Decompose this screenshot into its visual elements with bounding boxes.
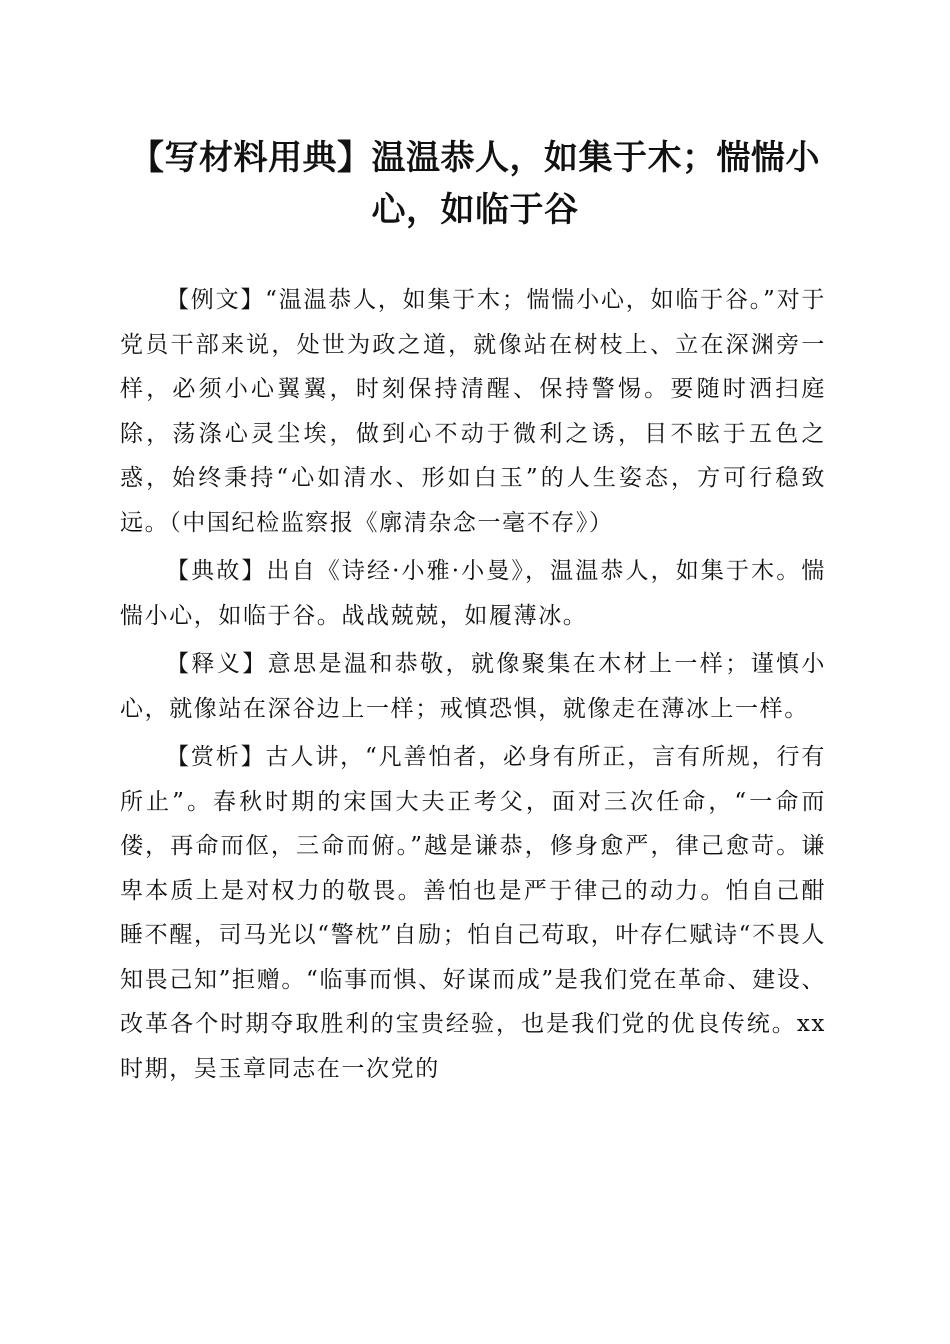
paragraph-meaning — [120, 642, 826, 731]
paragraph-appreciation — [120, 735, 826, 1091]
document-title: 【写材料用典】温温恭人，如集于木；惴惴小心，如临于谷 — [130, 138, 820, 230]
paragraph-example — [120, 278, 826, 545]
paragraph-allusion — [120, 549, 826, 638]
paragraph-label: 【释义】 — [166, 651, 268, 677]
document-body — [120, 278, 826, 1095]
paragraph-text: “温温恭人，如集于木；惴惴小心，如临于谷。”对于党员干部来说，处世为政之道，就像站在树枝上、立在深渊旁一样，必须小心翼翼，时刻保持清醒、保持警惕。要随时洒扫庭除，荡涤心灵尘埃，做到心不动于微利之诱，目不眩于五色之惑，始终秉持“心如清水、形如白玉”的人生姿态，方可行稳致远。（中国纪检监察报《廓清杂念一毫不存》） — [120, 287, 826, 536]
paragraph-label: 【典故】 — [166, 558, 267, 584]
paragraph-label: 【例文】 — [166, 287, 266, 313]
paragraph-label: 【赏析】 — [166, 744, 266, 770]
paragraph-text: 意思是温和恭敬，就像聚集在木材上一样；谨慎小心，就像站在深谷边上一样；戒慎恐惧，就像走在薄冰上一样。 — [120, 651, 826, 722]
paragraph-text: 古人讲，“凡善怕者，必身有所正，言有所规，行有所止”。春秋时期的宋国大夫正考父，面对三次任命，“一命而偻，再命而伛，三命而俯。”越是谦恭，修身愈严，律己愈苛。谦卑本质上是对权力的敬畏。善怕也是严于律己的动力。怕自己酣睡不醒，司马光以“警枕”自励；怕自己苟取，叶存仁赋诗“不畏人知畏己知”拒赠。“临事而惧、好谋而成”是我们党在革命、建设、改革各个时期夺取胜利的宝贵经验，也是我们党的优良传统。xx时期，吴玉章同志在一次党的 — [120, 744, 826, 1082]
paragraph-text: 出自《诗经·小雅·小曼》，温温恭人，如集于木。惴惴小心，如临于谷。战战兢兢，如履薄冰。 — [120, 558, 826, 629]
